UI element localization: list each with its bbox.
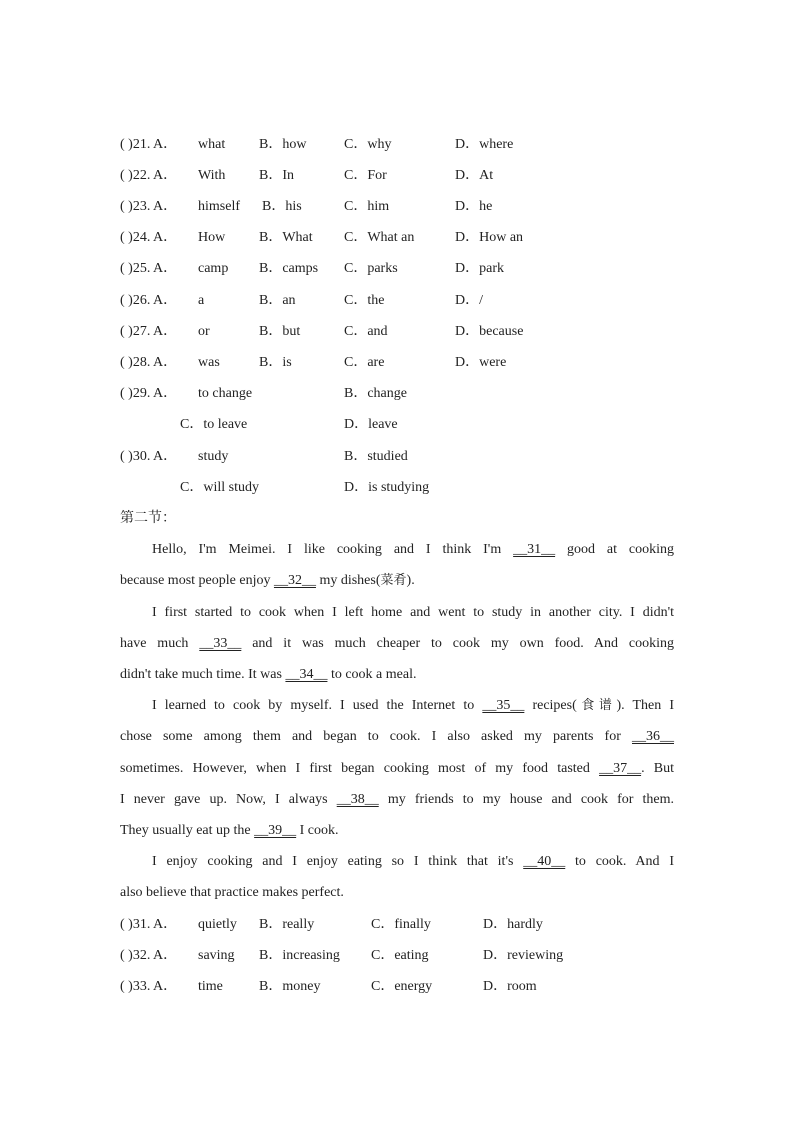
blank-37: __37__ — [599, 761, 642, 776]
blank-40: __40__ — [523, 854, 566, 869]
passage-line: I first started to cook when I left home and went to study in another city. I didn't — [152, 605, 674, 620]
passage-line: sometimes. However, when I first began cooking most of my food tasted __37__. But — [120, 761, 674, 776]
blank-31: __31__ — [513, 542, 556, 557]
blank-33: __33__ — [199, 636, 242, 651]
passage-line: have much __33__ and it was much cheaper to cook my own food. And cooking — [120, 636, 675, 651]
blank-35: __35__ — [482, 698, 525, 713]
passage-line: didn't take much time. It was __34__ to cook a meal. — [120, 667, 417, 682]
passage-line: I never gave up. Now, I always __38__ my friends to my house and cook for them. — [120, 792, 675, 807]
passage-line: I learned to cook by myself. I used the Internet to __35__ recipes(食谱). Then I — [152, 698, 675, 713]
blank-32: __32__ — [273, 573, 316, 588]
blank-38: __38__ — [336, 792, 379, 807]
blank-34: __34__ — [285, 667, 328, 682]
passage-line: chose some among them and began to cook. I also asked my parents for __36__ — [120, 729, 674, 744]
section-heading: 第二节： — [120, 510, 176, 526]
passage-line: because most people enjoy __32__ my dishes(菜肴). — [120, 573, 415, 588]
worksheet-page: ( )21. A． what B．how C．why D．where ( )22. A． With B．In C．For D．At ( )23. A． himself B．his C．him D．he ( )24. A． How B．What C．What an D．How an ( )25. A． camp B．camps C．parks D．park ( )26. A． a B．an C．the D．/ ( )27. A． or B．but C．and D．because ( )28. A． was B．is C．are D．were ( )29. A． to change B．change C．to leave D．leave ( )30. A． study B．studied C．will study D．is studying 第二节： Hello, I'm Meimei. I like cooking and I think I'm __31__ good at cooking because most people enjoy __32__ my dishes(菜肴). I first started to cook when I left home and went to study in another city. I didn't have much __33__ and it was much cheaper to cook my own food. And cooking didn't take much time. It was __34__ to cook a meal. I learned to cook by myself. I used the Internet to __35__ recipes(食谱). Then I chose some among them and began to cook. I also asked my parents for __36__ sometimes. However, when I first began cooking most of my food tasted __37__. But I never gave up. Now, I always __38__ my friends to my house and cook for them. They usually eat up the __39__ I cook. I enjoy cooking and I enjoy eating so I think that it's __40__ to cook. And I also believe that practice makes perfect. ( )31. A． quietly B．really C．finally D．hardly ( )32. A． saving B．increasing C．eating D．reviewing ( )33. A． time B．money C．energy D．room — [120, 137, 675, 994]
passage-line: I enjoy cooking and I enjoy eating so I think that it's __40__ to cook. And I — [152, 854, 674, 869]
blank-36: __36__ — [632, 729, 674, 744]
passage-line: They usually eat up the __39__ I cook. — [120, 823, 339, 838]
passage-line: also believe that practice makes perfect. — [120, 885, 344, 900]
blank-39: __39__ — [254, 823, 297, 838]
passage-line: Hello, I'm Meimei. I like cooking and I think I'm __31__ good at cooking — [152, 542, 674, 557]
